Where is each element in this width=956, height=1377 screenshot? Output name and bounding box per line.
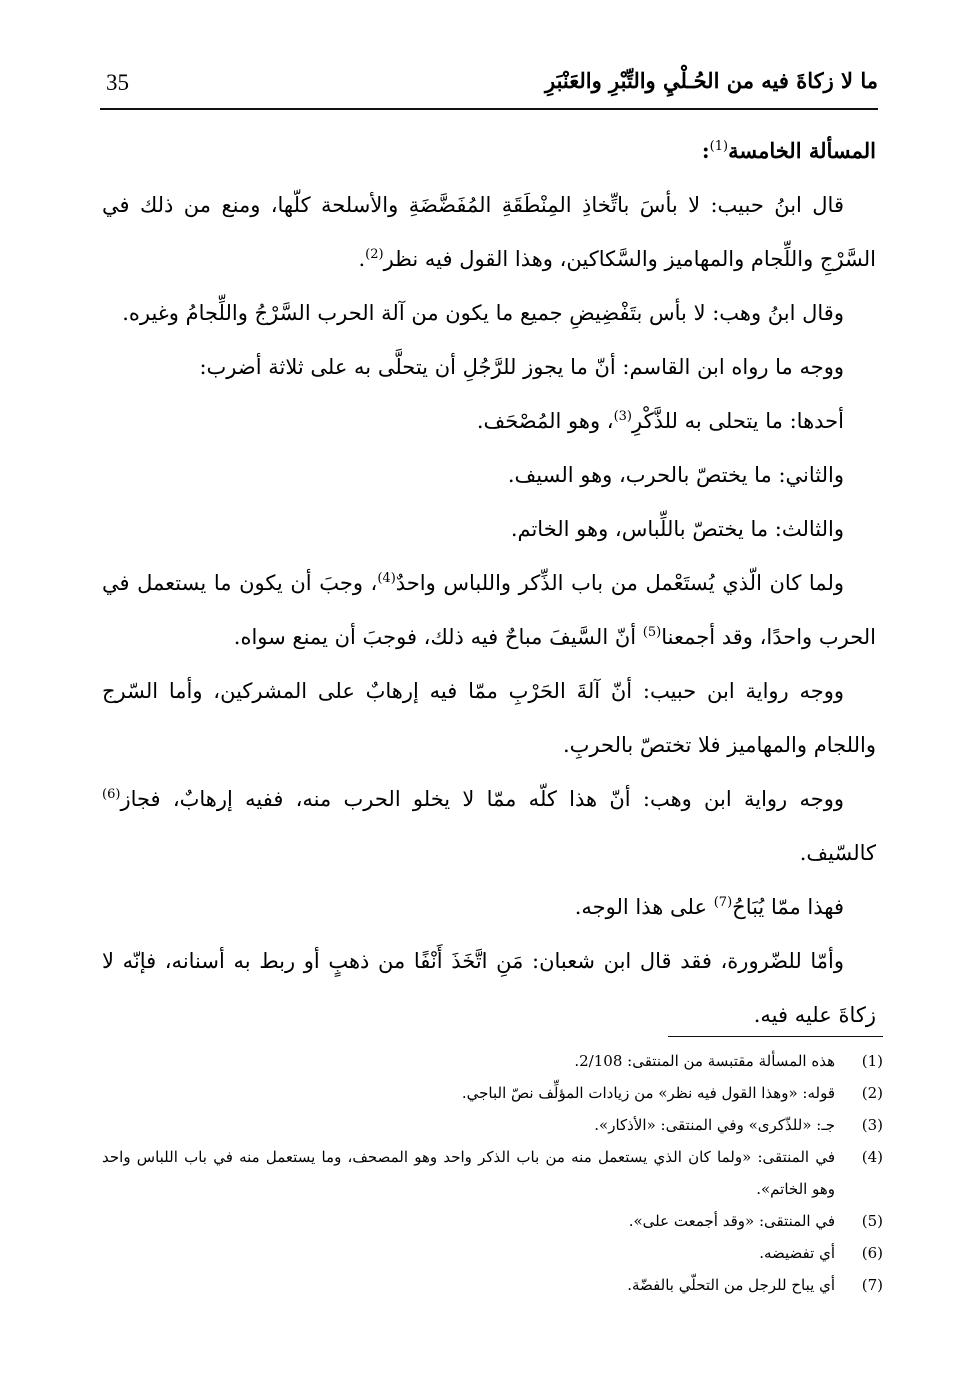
paragraph <box>102 178 876 286</box>
paragraph <box>102 772 876 880</box>
paragraph: والثاني: ما يختصّ بالحرب، وهو السيف. <box>507 463 844 487</box>
paragraph-text: على هذا الوجه. <box>574 895 714 919</box>
footnote-item <box>102 1205 883 1237</box>
footnote-ref[interactable]: (5) <box>642 625 662 640</box>
footnote-item <box>102 1045 883 1077</box>
section-title: المسألة الخامسة <box>728 138 876 163</box>
footnote-number: (6) <box>861 1244 883 1262</box>
page-number: 35 <box>106 70 129 95</box>
footnote-text: جـ: «للذّكرى» وفي المنتقى: «الأذكار». <box>594 1116 835 1134</box>
footnote-ref[interactable]: (6) <box>102 787 121 802</box>
footnote-ref[interactable]: (4) <box>377 571 396 586</box>
paragraph: وأمّا للضّرورة، فقد قال ابن شعبان: مَنِ اتَّخَذَ أَنْفًا من ذهبٍ أو ربط به أسنانه، فإنّه لا زكاةَ عليه فيه. <box>102 949 876 1027</box>
footnote-ref[interactable]: (3) <box>613 409 632 424</box>
paragraph-text: كالسّيف. <box>799 841 876 865</box>
running-title: ما لا زكاةَ فيه من الحُـلْيِ والتِّبْرِ والعَنْبَرِ <box>544 68 878 93</box>
paragraph-text: ووجه رواية ابن وهب: أنّ هذا كلّه ممّا لا يخلو الحرب منه، ففيه إرهابٌ، فجاز <box>120 787 844 811</box>
footnote-item <box>102 1141 883 1205</box>
paragraph-text: قال ابنُ حبيب: لا بأسَ باتِّخاذِ المِنْطَقَةِ المُفَضَّضَةِ والأسلحة كلّها، ومنع من ذلك في السَّرْجِ واللِّجام والمهاميز والسَّكاكين، وهذا القول فيه نظر <box>102 193 876 271</box>
footnote-item <box>102 1109 883 1141</box>
footnote-number: (1) <box>861 1052 883 1070</box>
footnote-text: أي تفضيضه. <box>759 1244 835 1262</box>
paragraph: وقال ابنُ وهب: لا بأس بتَفْضِيضِ جميع ما يكون من آلة الحرب السَّرْجُ واللِّجامُ وغيره. <box>122 301 844 325</box>
footnote-text: قوله: «وهذا القول فيه نظر» من زيادات المؤلِّف نصّ الباجي. <box>461 1084 835 1102</box>
section-title-colon: : <box>701 138 710 163</box>
paragraph-text: أحدها: ما يتحلى به للذَّكْرِ <box>632 409 844 433</box>
paragraph-text: ، وهو المُصْحَف. <box>476 409 614 433</box>
footnote-text: أي يباح للرجل من التحلّي بالفضّة. <box>627 1276 835 1294</box>
footnote-item <box>102 1237 883 1269</box>
footnote-ref[interactable]: (1) <box>709 139 729 154</box>
page-header <box>100 58 878 110</box>
paragraph: ووجه رواية ابن حبيب: أنّ آلةَ الحَرْبِ ممّا فيه إرهابٌ على المشركين، وأما السّرج واللجام والمهاميز فلا تختصّ بالحربِ. <box>102 679 876 757</box>
footnote-number: (4) <box>861 1148 883 1166</box>
paragraph <box>102 394 876 448</box>
footnote-text: في المنتقى: «وقد أجمعت على». <box>628 1212 835 1230</box>
paragraph: ووجه ما رواه ابن القاسم: أنّ ما يجوز للرَّجُلِ أن يتحلَّى به على ثلاثة أضرب: <box>199 355 844 379</box>
footnote-item <box>102 1269 883 1301</box>
footnote-divider <box>668 1036 883 1037</box>
paragraph-text: أنّ السَّيفَ مباحٌ فيه ذلك، فوجبَ أن يمنع سواه. <box>233 625 643 649</box>
footnote-number: (2) <box>861 1084 883 1102</box>
footnote-text: هذه المسألة مقتبسة من المنتقى: 2/108. <box>574 1052 835 1070</box>
footnote-ref[interactable]: (7) <box>713 895 733 910</box>
main-text <box>102 124 876 1042</box>
footnotes <box>102 1045 883 1301</box>
paragraph-text: ، وجبَ أن يكون ما يستعمل في الحرب واحدًا، وقد أجمعنا <box>102 571 876 649</box>
footnote-item <box>102 1077 883 1109</box>
footnote-ref[interactable]: (2) <box>365 247 384 262</box>
paragraph-text: فهذا ممّا يُبَاحُ <box>732 895 844 919</box>
paragraph <box>102 556 876 664</box>
paragraph-end: . <box>358 247 366 271</box>
footnote-number: (5) <box>861 1212 883 1230</box>
footnote-number: (3) <box>861 1116 883 1134</box>
paragraph <box>102 880 876 934</box>
paragraph-text: ولما كان الّذي يُستَعْمل من باب الذِّكر واللباس واحدٌ <box>395 571 844 595</box>
paragraph: والثالث: ما يختصّ باللِّباس، وهو الخاتم. <box>510 517 844 541</box>
footnote-number: (7) <box>861 1276 883 1294</box>
section-heading <box>102 124 876 178</box>
footnote-text: في المنتقى: «ولما كان الذي يستعمل منه من باب الذكر واحد وهو المصحف، وما يستعمل منه في باب اللباس واحد وهو الخاتم». <box>102 1148 835 1198</box>
